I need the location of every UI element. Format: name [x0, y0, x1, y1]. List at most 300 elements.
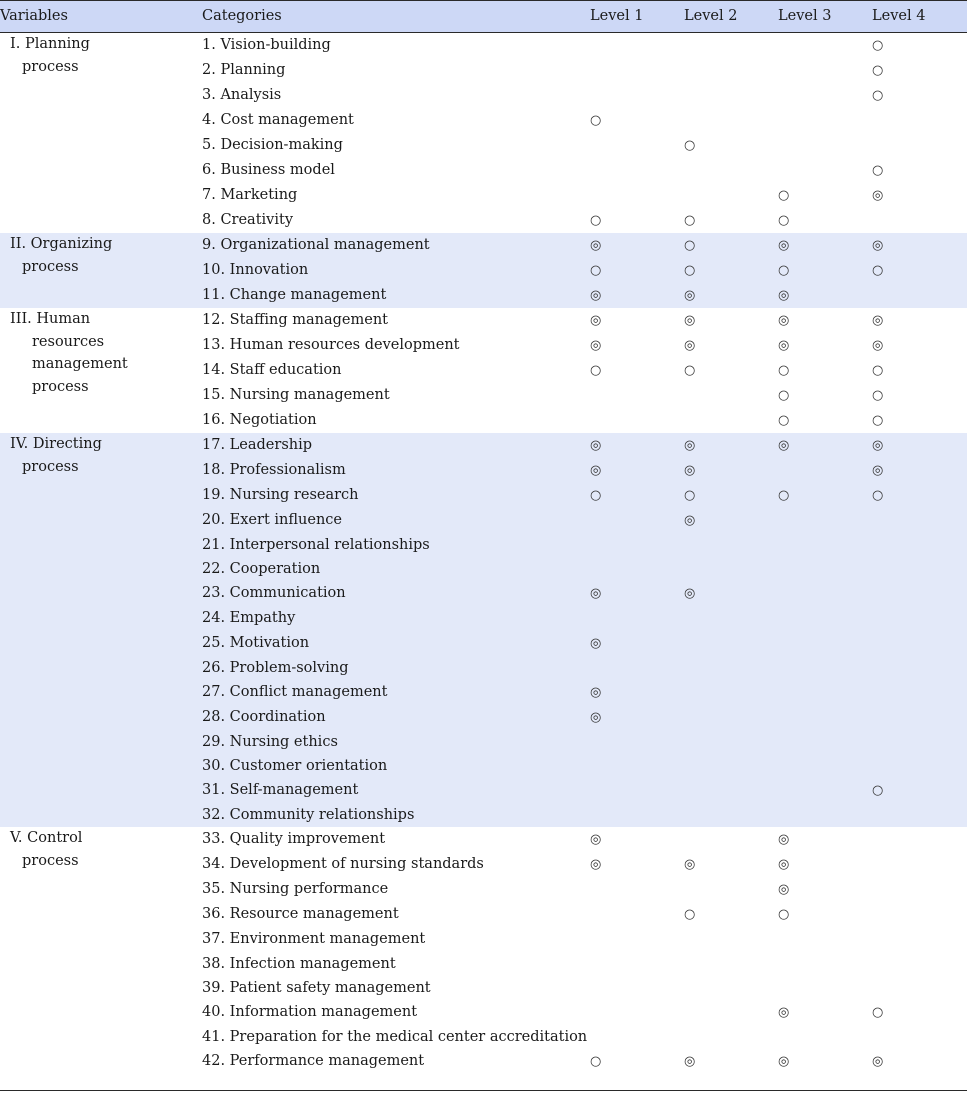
level-4-cell — [872, 533, 967, 557]
category-cell: 21. Interpersonal relationships — [202, 533, 590, 557]
level-4-cell — [872, 433, 967, 458]
level-4-cell — [872, 705, 967, 730]
level-4-cell — [872, 778, 967, 803]
level-4-cell — [872, 133, 967, 158]
circle-icon: ○ — [590, 213, 602, 228]
circle-icon: ○ — [684, 263, 696, 278]
level-4-cell — [872, 656, 967, 680]
level-4-cell — [872, 283, 967, 308]
level-1-cell — [590, 656, 684, 680]
level-1-cell — [590, 1000, 684, 1025]
header-level-3: Level 3 — [778, 1, 872, 33]
level-3-cell — [778, 778, 872, 803]
level-2-cell — [684, 976, 778, 1000]
level-1-cell — [590, 803, 684, 827]
level-3-cell — [778, 108, 872, 133]
level-4-cell — [872, 976, 967, 1000]
level-2-cell — [684, 133, 778, 158]
level-3-cell — [778, 1049, 872, 1074]
double-circle-icon: ◎ — [872, 338, 884, 353]
circle-icon: ○ — [684, 488, 696, 503]
level-3-cell — [778, 631, 872, 656]
double-circle-icon: ◎ — [684, 857, 696, 873]
level-3-cell — [778, 952, 872, 976]
level-4-cell — [872, 483, 967, 508]
level-2-cell — [684, 754, 778, 778]
category-cell: 27. Conflict management — [202, 680, 590, 705]
level-1-cell — [590, 730, 684, 754]
category-cell: 18. Professionalism — [202, 458, 590, 483]
level-3-cell — [778, 877, 872, 902]
level-2-cell — [684, 902, 778, 927]
category-cell: 40. Information management — [202, 1004, 418, 1021]
level-2-cell — [684, 408, 778, 433]
level-1-cell — [590, 133, 684, 158]
level-4-cell — [872, 258, 967, 283]
level-3-cell — [778, 158, 872, 183]
level-3-cell — [778, 233, 872, 258]
category-cell: 25. Motivation — [202, 631, 590, 656]
level-1-cell — [590, 283, 684, 308]
variable-cell — [0, 827, 202, 1074]
level-2-cell — [684, 433, 778, 458]
category-cell: 42. Performance management — [202, 1053, 425, 1070]
level-2-cell — [684, 1000, 778, 1025]
level-1-cell — [590, 927, 684, 951]
circle-icon: ○ — [778, 363, 790, 378]
double-circle-icon: ◎ — [684, 338, 696, 353]
level-4-cell — [872, 208, 967, 233]
level-3-cell — [778, 976, 872, 1000]
header-level-1: Level 1 — [590, 1, 684, 33]
level-4-cell — [872, 581, 967, 606]
level-1-cell — [590, 976, 684, 1000]
level-3-cell — [778, 58, 872, 83]
double-circle-icon: ◎ — [872, 438, 884, 453]
circle-icon: ○ — [684, 213, 696, 228]
table-bottom-rule — [0, 1090, 967, 1091]
level-3-cell — [778, 408, 872, 433]
level-4-cell — [872, 952, 967, 976]
variable-group — [0, 33, 967, 234]
table-header — [0, 1, 967, 33]
category-cell: 35. Nursing performance — [202, 881, 389, 898]
circle-icon: ○ — [684, 238, 696, 253]
level-3-cell — [778, 927, 872, 951]
level-4-cell — [872, 33, 967, 59]
level-2-cell — [684, 877, 778, 902]
double-circle-icon: ◎ — [684, 586, 696, 602]
category-cell: 30. Customer orientation — [202, 754, 590, 778]
variable-label-line: process — [22, 258, 79, 275]
level-1-cell — [590, 606, 684, 630]
level-4-cell — [872, 1025, 967, 1049]
circle-icon: ○ — [872, 263, 884, 278]
circle-icon: ○ — [778, 213, 790, 228]
level-2-cell — [684, 383, 778, 408]
level-4-cell — [872, 631, 967, 656]
category-cell: 13. Human resources development — [202, 337, 460, 353]
double-circle-icon: ◎ — [778, 438, 790, 453]
level-3-cell — [778, 433, 872, 458]
table-row — [0, 308, 967, 333]
level-4-cell — [872, 557, 967, 581]
variable-group — [0, 233, 967, 308]
level-3-cell — [778, 458, 872, 483]
level-4-cell — [872, 508, 967, 533]
level-2-cell — [684, 208, 778, 233]
category-cell: 5. Decision-making — [202, 137, 343, 153]
level-2-cell — [684, 33, 778, 59]
double-circle-icon: ◎ — [684, 313, 696, 328]
double-circle-icon: ◎ — [590, 684, 602, 700]
level-4-cell — [872, 183, 967, 208]
double-circle-icon: ◎ — [778, 313, 790, 328]
level-3-cell — [778, 754, 872, 778]
double-circle-icon: ◎ — [778, 832, 790, 848]
level-3-cell — [778, 852, 872, 877]
variable-group — [0, 308, 967, 433]
header-categories: Categories — [202, 1, 590, 33]
level-3-cell — [778, 83, 872, 108]
level-1-cell — [590, 233, 684, 258]
circle-icon: ○ — [778, 188, 790, 203]
level-4-cell — [872, 680, 967, 705]
variable-label-line: III. Human — [10, 311, 91, 327]
category-cell: 41. Preparation for the medical center accreditation — [202, 1029, 588, 1046]
double-circle-icon: ◎ — [590, 313, 602, 328]
level-1-cell — [590, 183, 684, 208]
level-1-cell — [590, 581, 684, 606]
header-level-2: Level 2 — [684, 1, 778, 33]
level-3-cell — [778, 208, 872, 233]
variable-cell — [0, 433, 202, 827]
level-3-cell — [778, 705, 872, 730]
double-circle-icon: ◎ — [590, 338, 602, 353]
category-cell: 39. Patient safety management — [202, 979, 431, 996]
double-circle-icon: ◎ — [684, 463, 696, 478]
variable-group — [0, 433, 967, 827]
level-2-cell — [684, 158, 778, 183]
variable-label-line: IV. Directing — [10, 436, 102, 452]
variable-group — [0, 827, 967, 1074]
circle-icon: ○ — [778, 263, 790, 278]
circle-icon: ○ — [590, 1054, 602, 1070]
level-1-cell — [590, 258, 684, 283]
double-circle-icon: ◎ — [778, 882, 790, 898]
category-cell: 17. Leadership — [202, 433, 590, 458]
level-4-cell — [872, 308, 967, 333]
category-cell: 11. Change management — [202, 283, 590, 308]
level-2-cell — [684, 778, 778, 803]
category-cell: 6. Business model — [202, 162, 335, 178]
level-1-cell — [590, 952, 684, 976]
circle-icon: ○ — [684, 138, 696, 153]
level-1-cell — [590, 33, 684, 59]
double-circle-icon: ◎ — [872, 238, 884, 253]
level-2-cell — [684, 581, 778, 606]
variable-cell — [0, 233, 202, 308]
level-2-cell — [684, 852, 778, 877]
level-2-cell — [684, 458, 778, 483]
footnote-cutoff — [0, 1093, 967, 1097]
circle-icon: ○ — [590, 363, 602, 378]
double-circle-icon: ◎ — [778, 1054, 790, 1070]
level-3-cell — [778, 33, 872, 59]
level-3-cell — [778, 680, 872, 705]
circle-icon: ○ — [778, 907, 790, 923]
level-2-cell — [684, 58, 778, 83]
double-circle-icon: ◎ — [778, 238, 790, 253]
level-2-cell — [684, 358, 778, 383]
header-row — [0, 1, 967, 33]
double-circle-icon: ◎ — [590, 857, 602, 873]
level-4-cell — [872, 333, 967, 358]
circle-icon: ○ — [778, 388, 790, 403]
level-1-cell — [590, 705, 684, 730]
category-cell: 19. Nursing research — [202, 483, 590, 508]
category-cell: 26. Problem-solving — [202, 656, 590, 680]
level-3-cell — [778, 1000, 872, 1025]
level-3-cell — [778, 533, 872, 557]
circle-icon: ○ — [590, 263, 602, 278]
level-4-cell — [872, 108, 967, 133]
level-1-cell — [590, 902, 684, 927]
double-circle-icon: ◎ — [778, 338, 790, 353]
level-4-cell — [872, 927, 967, 951]
level-3-cell — [778, 606, 872, 630]
header-variables: Variables — [0, 1, 202, 33]
level-1-cell — [590, 108, 684, 133]
double-circle-icon: ◎ — [590, 832, 602, 848]
category-cell: 31. Self-management — [202, 778, 590, 803]
level-3-cell — [778, 803, 872, 827]
category-cell: 34. Development of nursing standards — [202, 856, 484, 873]
level-1-cell — [590, 852, 684, 877]
double-circle-icon: ◎ — [872, 1054, 884, 1070]
level-4-cell — [872, 852, 967, 877]
level-2-cell — [684, 730, 778, 754]
variable-label-line: I. Planning — [10, 36, 90, 52]
category-cell: 20. Exert influence — [202, 508, 590, 533]
circle-icon: ○ — [872, 388, 884, 403]
level-2-cell — [684, 333, 778, 358]
level-2-cell — [684, 557, 778, 581]
table-row — [0, 827, 967, 852]
level-1-cell — [590, 1025, 684, 1049]
table-row — [0, 433, 967, 458]
double-circle-icon: ◎ — [684, 513, 696, 528]
level-3-cell — [778, 133, 872, 158]
level-1-cell — [590, 458, 684, 483]
double-circle-icon: ◎ — [684, 1054, 696, 1070]
level-3-cell — [778, 730, 872, 754]
category-cell: 36. Resource management — [202, 906, 399, 923]
variable-label-line: process — [32, 378, 89, 395]
level-2-cell — [684, 483, 778, 508]
double-circle-icon: ◎ — [778, 1005, 790, 1021]
variable-label-line: process — [22, 458, 79, 475]
variable-cell — [0, 33, 202, 234]
level-2-cell — [684, 606, 778, 630]
category-cell: 2. Planning — [202, 62, 286, 78]
level-3-cell — [778, 308, 872, 333]
category-cell: 38. Infection management — [202, 955, 396, 972]
level-3-cell — [778, 1025, 872, 1049]
category-cell: 10. Innovation — [202, 258, 590, 283]
level-3-cell — [778, 656, 872, 680]
level-4-cell — [872, 158, 967, 183]
category-cell: 37. Environment management — [202, 931, 426, 948]
circle-icon: ○ — [872, 488, 884, 503]
category-cell: 7. Marketing — [202, 187, 298, 203]
double-circle-icon: ◎ — [684, 288, 696, 303]
table-row — [0, 233, 967, 258]
level-2-cell — [684, 803, 778, 827]
circle-icon: ○ — [778, 413, 790, 428]
level-1-cell — [590, 1049, 684, 1074]
category-cell: 24. Empathy — [202, 606, 590, 630]
double-circle-icon: ◎ — [590, 635, 602, 651]
category-cell: 3. Analysis — [202, 87, 282, 103]
circle-icon: ○ — [872, 38, 884, 53]
level-4-cell — [872, 803, 967, 827]
level-1-cell — [590, 778, 684, 803]
circle-icon: ○ — [684, 907, 696, 923]
category-cell: 29. Nursing ethics — [202, 730, 590, 754]
level-3-cell — [778, 183, 872, 208]
level-3-cell — [778, 827, 872, 852]
circle-icon: ○ — [590, 488, 602, 503]
level-4-cell — [872, 233, 967, 258]
level-1-cell — [590, 557, 684, 581]
level-1-cell — [590, 158, 684, 183]
category-cell: 28. Coordination — [202, 705, 590, 730]
level-1-cell — [590, 877, 684, 902]
category-cell: 14. Staff education — [202, 362, 342, 378]
variable-label-line: process — [22, 58, 79, 75]
circle-icon: ○ — [872, 783, 884, 799]
table-row — [0, 33, 967, 59]
double-circle-icon: ◎ — [590, 288, 602, 303]
circle-icon: ○ — [872, 88, 884, 103]
level-2-cell — [684, 705, 778, 730]
double-circle-icon: ◎ — [778, 857, 790, 873]
category-cell: 8. Creativity — [202, 212, 294, 228]
level-1-cell — [590, 208, 684, 233]
level-1-cell — [590, 58, 684, 83]
level-2-cell — [684, 656, 778, 680]
level-4-cell — [872, 83, 967, 108]
level-1-cell — [590, 433, 684, 458]
level-2-cell — [684, 183, 778, 208]
level-1-cell — [590, 333, 684, 358]
level-4-cell — [872, 358, 967, 383]
variable-label-line: V. Control — [10, 830, 83, 847]
level-2-cell — [684, 108, 778, 133]
category-cell: 32. Community relationships — [202, 803, 590, 827]
circle-icon: ○ — [778, 488, 790, 503]
circle-icon: ○ — [872, 1005, 884, 1021]
level-3-cell — [778, 483, 872, 508]
level-4-cell — [872, 1049, 967, 1074]
level-3-cell — [778, 258, 872, 283]
category-cell: 4. Cost management — [202, 112, 354, 128]
category-cell: 1. Vision-building — [202, 37, 331, 53]
level-2-cell — [684, 533, 778, 557]
double-circle-icon: ◎ — [778, 288, 790, 303]
variable-label-line: II. Organizing — [10, 236, 113, 252]
header-level-4: Level 4 — [872, 1, 967, 33]
level-2-cell — [684, 233, 778, 258]
level-4-cell — [872, 58, 967, 83]
level-1-cell — [590, 631, 684, 656]
level-2-cell — [684, 1049, 778, 1074]
level-4-cell — [872, 827, 967, 852]
level-1-cell — [590, 827, 684, 852]
level-3-cell — [778, 557, 872, 581]
level-2-cell — [684, 680, 778, 705]
level-1-cell — [590, 533, 684, 557]
circle-icon: ○ — [872, 163, 884, 178]
level-3-cell — [778, 581, 872, 606]
double-circle-icon: ◎ — [590, 586, 602, 602]
level-1-cell — [590, 308, 684, 333]
level-2-cell — [684, 308, 778, 333]
circle-icon: ○ — [872, 63, 884, 78]
double-circle-icon: ◎ — [590, 463, 602, 478]
category-cell: 23. Communication — [202, 581, 590, 606]
level-1-cell — [590, 383, 684, 408]
level-3-cell — [778, 333, 872, 358]
level-4-cell — [872, 383, 967, 408]
category-cell: 22. Cooperation — [202, 557, 590, 581]
level-2-cell — [684, 283, 778, 308]
level-3-cell — [778, 508, 872, 533]
double-circle-icon: ◎ — [872, 188, 884, 203]
double-circle-icon: ◎ — [590, 709, 602, 725]
level-3-cell — [778, 902, 872, 927]
variable-cell — [0, 308, 202, 433]
level-4-cell — [872, 408, 967, 433]
level-4-cell — [872, 1000, 967, 1025]
level-4-cell — [872, 902, 967, 927]
level-4-cell — [872, 877, 967, 902]
level-2-cell — [684, 508, 778, 533]
variable-label-line: management — [32, 356, 128, 372]
level-2-cell — [684, 83, 778, 108]
double-circle-icon: ◎ — [872, 313, 884, 328]
double-circle-icon: ◎ — [872, 463, 884, 478]
variable-label-line: process — [22, 852, 79, 869]
circle-icon: ○ — [872, 363, 884, 378]
level-1-cell — [590, 680, 684, 705]
level-1-cell — [590, 508, 684, 533]
category-cell: 33. Quality improvement — [202, 831, 386, 848]
level-3-cell — [778, 283, 872, 308]
level-1-cell — [590, 408, 684, 433]
level-2-cell — [684, 927, 778, 951]
category-cell: 9. Organizational management — [202, 233, 590, 258]
level-2-cell — [684, 631, 778, 656]
double-circle-icon: ◎ — [684, 438, 696, 453]
level-4-cell — [872, 458, 967, 483]
level-4-cell — [872, 606, 967, 630]
double-circle-icon: ◎ — [590, 438, 602, 453]
level-2-cell — [684, 258, 778, 283]
double-circle-icon: ◎ — [590, 238, 602, 253]
level-3-cell — [778, 358, 872, 383]
